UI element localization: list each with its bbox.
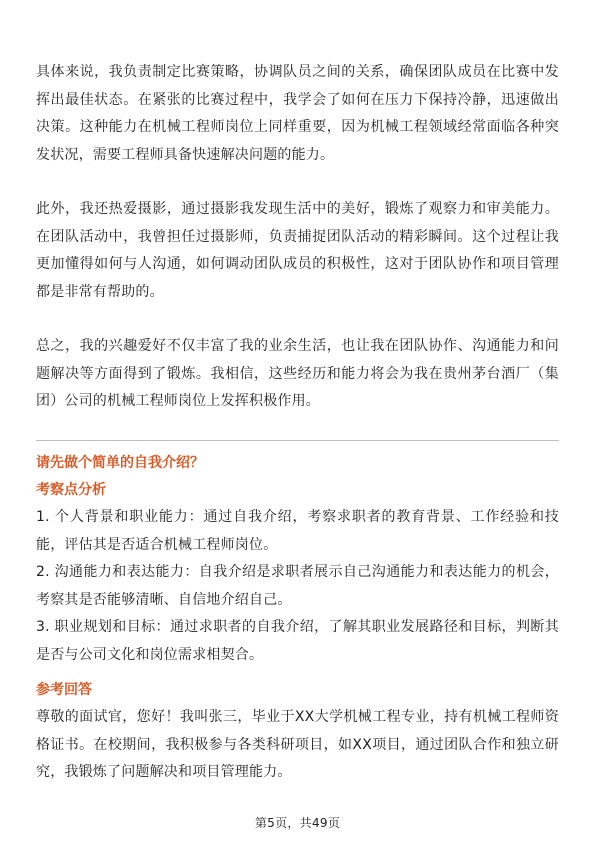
answer-heading: 参考回答 <box>36 682 92 698</box>
analysis-item-3: 3. 职业规划和目标：通过求职者的自我介绍，了解其职业发展路径和目标，判断其是否与公司文化和岗位需求相契合。 <box>36 619 559 663</box>
analysis-item-1: 1. 个人背景和职业能力：通过自我介绍，考察求职者的教育背景、工作经验和技能，评估其是否适合机械工程师岗位。 <box>36 509 559 553</box>
analysis-heading: 考察点分析 <box>36 482 106 498</box>
paragraph-conclusion: 总之，我的兴趣爱好不仅丰富了我的业余生活，也让我在团队协作、沟通能力和问题解决等方面得到了锻炼。我相信，这些经历和能力将会为我在贵州茅台酒厂（集团）公司的机械工程师岗位上发挥积极作用。 <box>36 338 559 409</box>
intro-section <box>36 59 559 416</box>
qa-section <box>36 450 559 787</box>
section-divider <box>36 440 559 441</box>
paragraph-strategy: 具体来说，我负责制定比赛策略，协调队员之间的关系，确保团队成员在比赛中发挥出最佳状态。在紧张的比赛过程中，我学会了如何在压力下保持冷静，迅速做出决策。这种能力在机械工程师岗位上同样重要，因为机械工程领域经常面临各种突发状况，需要工程师具备快速解决问题的能力。 <box>36 64 559 163</box>
question-title: 请先做个简单的自我介绍？ <box>36 455 204 471</box>
answer-text: 尊敬的面试官，您好！我叫张三，毕业于XX大学机械工程专业，持有机械工程师资格证书。在校期间，我积极参与各类科研项目，如XX项目，通过团队合作和独立研究，我锻炼了问题解决和项目管理能力。 <box>36 709 559 780</box>
paragraph-photography: 此外，我还热爱摄影，通过摄影我发现生活中的美好，锻炼了观察力和审美能力。在团队活动中，我曾担任过摄影师，负责捕捉团队活动的精彩瞬间。这个过程让我更加懂得如何与人沟通，如何调动团队成员的积极性，这对于团队协作和项目管理都是非常有帮助的。 <box>36 201 559 300</box>
page-number-footer: 第5页，共49页 <box>254 816 341 830</box>
analysis-item-2: 2. 沟通能力和表达能力：自我介绍是求职者展示自己沟通能力和表达能力的机会，考察其是否能够清晰、自信地介绍自己。 <box>36 564 559 608</box>
